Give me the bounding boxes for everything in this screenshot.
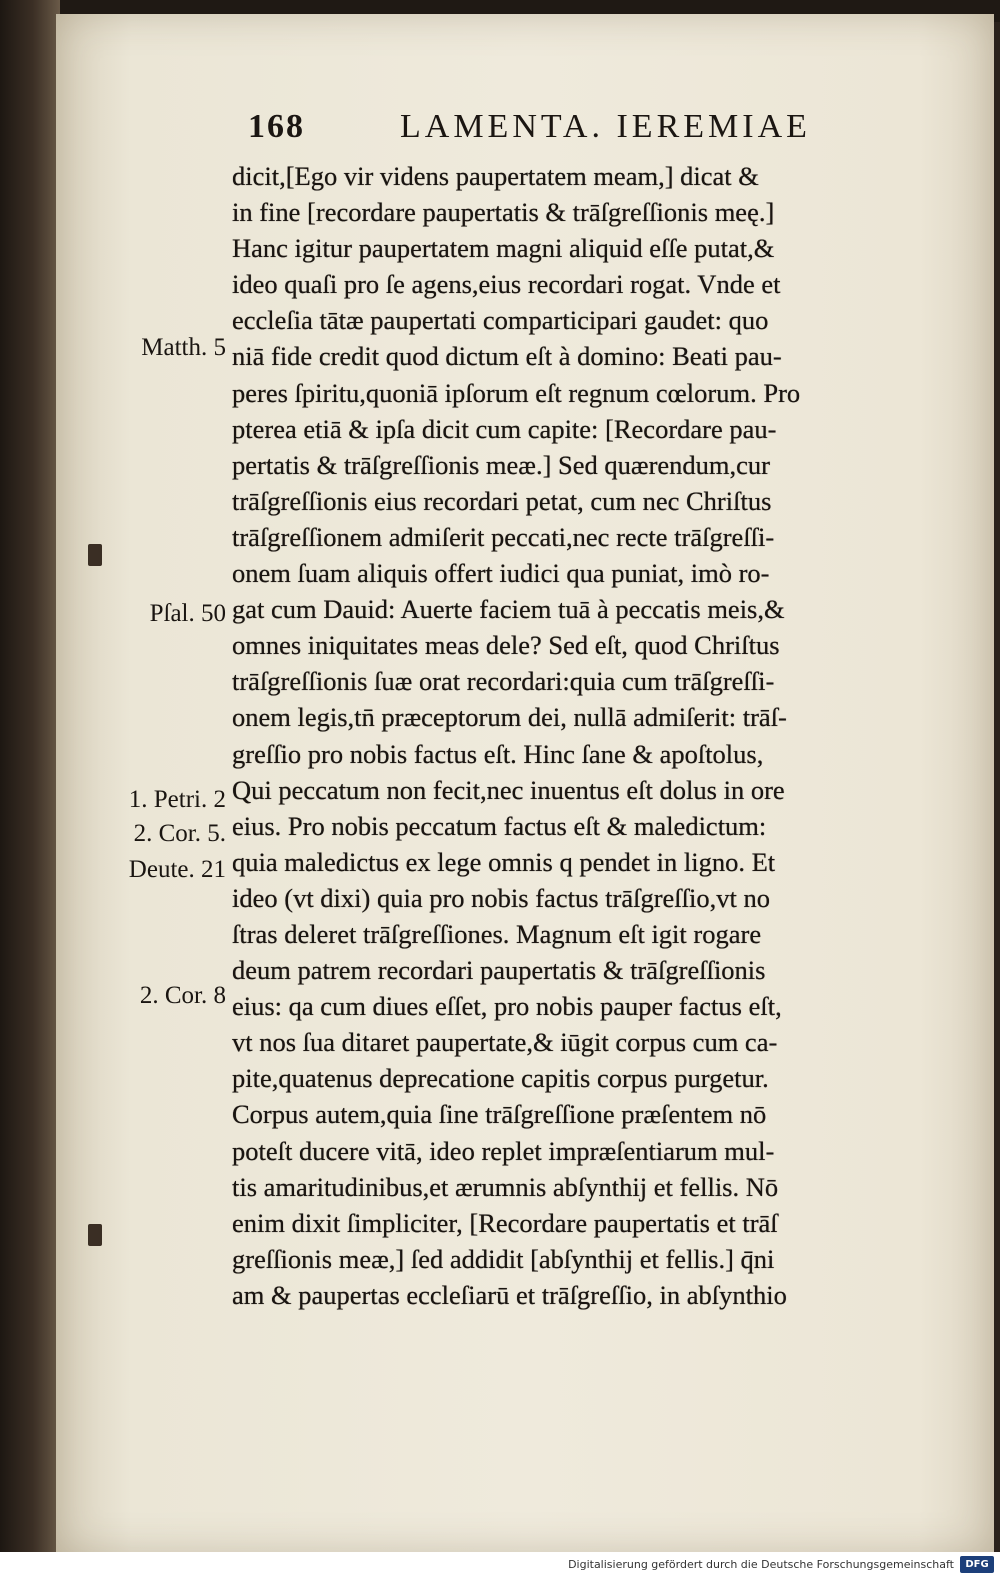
text-line: eius. Pro nobis peccatum factus eſt & maledictum: <box>232 810 767 841</box>
text-line: niā fide credit quod dictum eſt à domino: Beati pau- <box>232 341 782 372</box>
text-line: tis amaritudinibus,et ærumnis abſynthij et fellis. Nō <box>232 1171 779 1202</box>
text-line: Qui peccatum non fecit,nec inuentus eſt dolus in ore <box>232 774 785 805</box>
page-number: 168 <box>248 108 305 145</box>
text-line: in fine [recordare paupertatis & trāſgreſſionis meę.] <box>232 197 775 228</box>
text-line: vt nos ſua ditaret paupertate,& iūgit corpus cum ca- <box>232 1027 778 1058</box>
text-line: ideo quaſi pro ſe agens,eius recordari rogat. Vnde et <box>232 269 781 300</box>
scan-border-left <box>0 0 60 1582</box>
text-line: am & paupertas eccleſiarū et trāſgreſſio, in abſynthio <box>232 1279 787 1310</box>
text-line: poteſt ducere vitā, ideo replet impræſentiarum mul- <box>232 1135 775 1166</box>
text-line: pertatis & trāſgreſſionis meæ.] Sed quærendum,cur <box>232 449 770 480</box>
text-line: peres ſpiritu,quoniā ipſorum eſt regnum cœlorum. Pro <box>232 377 801 408</box>
text-line: trāſgreſſionis ſuæ orat recordari:quia cum trāſgreſſi- <box>232 666 775 697</box>
text-line: gat cum Dauid: Auerte faciem tuā à peccatis meis,& <box>232 594 785 625</box>
footer-bar <box>0 1552 1000 1582</box>
margin-note-matth: Matth. 5 <box>141 334 226 361</box>
body-text <box>232 158 937 1313</box>
text-line: quia maledictus ex lege omnis q pendet in ligno. Et <box>232 846 776 877</box>
page-header <box>248 108 873 154</box>
text-line: Hanc igitur paupertatem magni aliquid eſſe putat,& <box>232 233 775 264</box>
margin-note-petri: 1. Petri. 2 <box>128 786 226 813</box>
adjacent-page-fragment <box>88 1224 102 1246</box>
text-line: pite,quatenus deprecatione capitis corpus purgetur. <box>232 1063 769 1094</box>
margin-note-cor5: 2. Cor. 5. <box>133 820 226 847</box>
dfg-logo: DFG <box>960 1556 994 1573</box>
text-line: onem ſuam aliquis offert iudici qua puniat, imò ro- <box>232 558 770 589</box>
text-line: trāſgreſſionem admiſerit peccati,nec recte trāſgreſſi- <box>232 521 775 552</box>
text-line: trāſgreſſionis eius recordari petat, cum nec Chriſtus <box>232 485 772 516</box>
running-title: LAMENTA. IEREMIAE <box>400 108 811 145</box>
adjacent-page-fragment <box>88 544 102 566</box>
text-line: greſſionis meæ,] ſed addidit [abſynthij et fellis.] q̄ni <box>232 1243 775 1274</box>
text-line: ſtras deleret trāſgreſſiones. Magnum eſt igit rogare <box>232 918 762 949</box>
text-line: ideo (vt dixi) quia pro nobis factus trāſgreſſio,vt no <box>232 882 770 913</box>
text-line: Corpus autem,quia ſine trāſgreſſione præſentem nō <box>232 1099 767 1130</box>
funding-credit: Digitalisierung gefördert durch die Deutsche Forschungsgemeinschaft <box>568 1558 954 1571</box>
margin-note-deute: Deute. 21 <box>128 856 226 883</box>
text-line: enim dixit ſimpliciter, [Recordare paupertatis et trāſ <box>232 1207 778 1238</box>
text-line: eius: qa cum diues eſſet, pro nobis pauper factus eſt, <box>232 991 782 1022</box>
text-line: deum patrem recordari paupertatis & trāſgreſſionis <box>232 955 766 986</box>
text-line: eccleſia tātæ paupertati comparticipari gaudet: quo <box>232 305 769 336</box>
text-line: dicit,[Ego vir videns paupertatem meam,] dicat & <box>232 161 759 191</box>
text-line: omnes iniquitates meas dele? Sed eſt, quod Chriſtus <box>232 630 780 661</box>
text-line: greſſio pro nobis factus eſt. Hinc ſane & apoſtolus, <box>232 738 764 769</box>
margin-note-psal: Pſal. 50 <box>149 600 226 627</box>
text-line: pterea etiā & ipſa dicit cum capite: [Recordare pau- <box>232 413 777 444</box>
text-line: onem legis,tn̄ præceptorum dei, nullā admiſerit: trāſ- <box>232 702 787 733</box>
margin-note-cor8: 2. Cor. 8 <box>139 982 226 1009</box>
